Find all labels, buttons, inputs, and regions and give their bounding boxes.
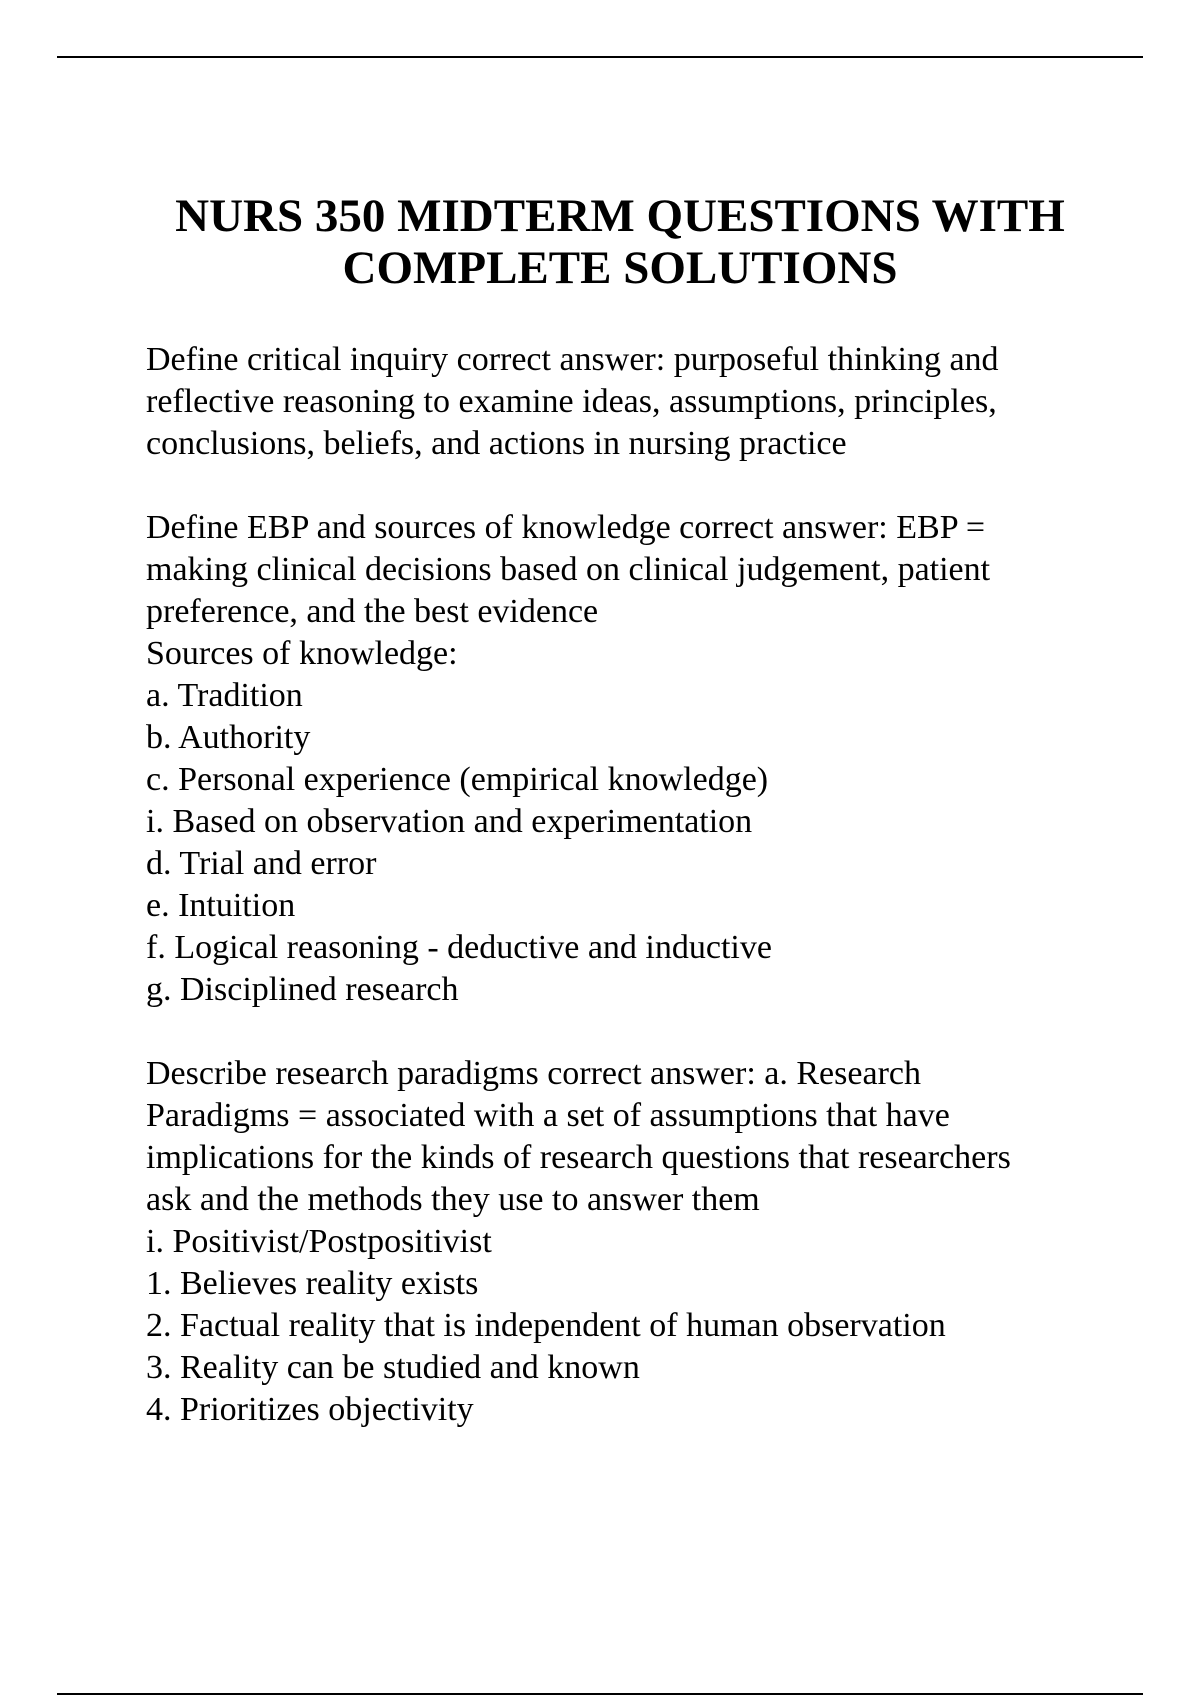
qa-block-research-paradigms [146, 1053, 1106, 1431]
list-item: b. Authority [146, 719, 311, 756]
text-line: implications for the kinds of research questions that researchers [146, 1139, 1011, 1176]
text-line: Sources of knowledge: [146, 635, 458, 672]
document-body [146, 339, 1106, 1431]
top-divider [57, 56, 1143, 58]
list-item: 2. Factual reality that is independent of human observation [146, 1307, 946, 1344]
text-line: Describe research paradigms correct answer: a. Research [146, 1055, 921, 1092]
list-item: 4. Prioritizes objectivity [146, 1391, 474, 1428]
list-item: d. Trial and error [146, 845, 377, 882]
text-line: reflective reasoning to examine ideas, assumptions, principles, [146, 383, 997, 420]
list-item: f. Logical reasoning - deductive and inductive [146, 929, 772, 966]
qa-block-critical-inquiry [146, 339, 1106, 465]
list-item: a. Tradition [146, 677, 303, 714]
text-line: ask and the methods they use to answer them [146, 1181, 760, 1218]
text-line: Paradigms = associated with a set of assumptions that have [146, 1097, 950, 1134]
qa-block-ebp [146, 507, 1106, 1011]
title-line: NURS 350 MIDTERM QUESTIONS WITH [175, 190, 1065, 242]
text-line: making clinical decisions based on clinical judgement, patient [146, 551, 991, 588]
title-line: COMPLETE SOLUTIONS [342, 242, 898, 294]
list-item: i. Based on observation and experimentation [146, 803, 753, 840]
list-item: i. Positivist/Postpositivist [146, 1223, 492, 1260]
bottom-divider [57, 1693, 1143, 1695]
page-title [0, 190, 1200, 294]
list-item: c. Personal experience (empirical knowledge) [146, 761, 769, 798]
paragraph-gap [146, 1011, 1106, 1053]
list-item: 1. Believes reality exists [146, 1265, 479, 1302]
list-item: g. Disciplined research [146, 971, 459, 1008]
paragraph-gap [146, 465, 1106, 507]
text-line: Define critical inquiry correct answer: purposeful thinking and [146, 341, 999, 378]
list-item: 3. Reality can be studied and known [146, 1349, 640, 1386]
text-line: conclusions, beliefs, and actions in nursing practice [146, 425, 847, 462]
list-item: e. Intuition [146, 887, 296, 924]
text-line: Define EBP and sources of knowledge correct answer: EBP = [146, 509, 986, 546]
text-line: preference, and the best evidence [146, 593, 599, 630]
